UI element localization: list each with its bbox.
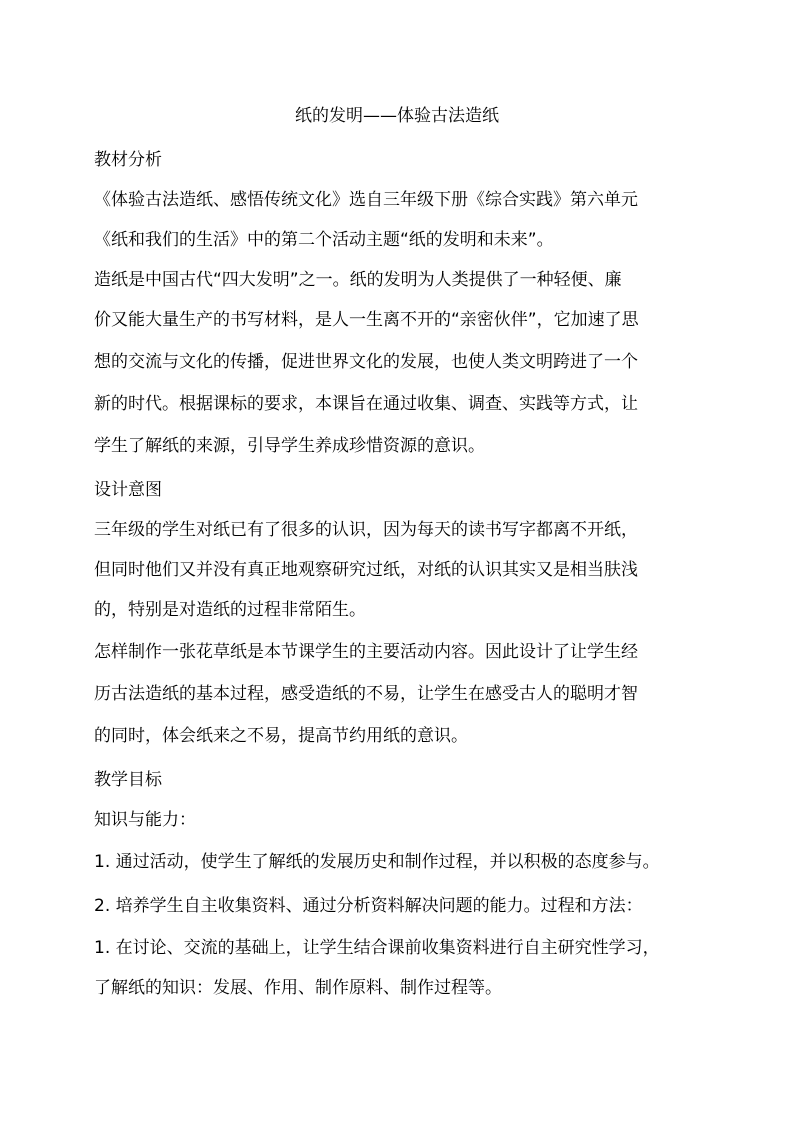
paragraph-line: 了解纸的知识：发展、作用、制作原料、制作过程等。 (94, 978, 502, 998)
paragraph-line: 的同时，体会纸来之不易，提高节约用纸的意识。 (94, 726, 468, 746)
paragraph-line: 想的交流与文化的传播，促进世界文化的发展，也使人类文明跨进了一个 (94, 352, 638, 372)
paragraph-line: 但同时他们又并没有真正地观察研究过纸，对纸的认识其实又是相当肤浅 (94, 560, 638, 580)
paragraph-line: 历古法造纸的基本过程，感受造纸的不易，让学生在感受古人的聪明才智 (94, 684, 638, 704)
heading-design-intent: 设计意图 (94, 480, 162, 500)
document-title: 纸的发明——体验古法造纸 (295, 106, 499, 126)
subheading-knowledge-ability: 知识与能力： (94, 810, 196, 830)
paragraph-line: 《纸和我们的生活》中的第二个活动主题“纸的发明和未来”。 (94, 230, 554, 250)
paragraph-line: 学生了解纸的来源，引导学生养成珍惜资源的意识。 (94, 436, 485, 456)
paragraph-line: 三年级的学生对纸已有了很多的认识，因为每天的读书写字都离不开纸， (94, 520, 638, 540)
numbered-item: 1. 通过活动，使学生了解纸的发展历史和制作过程，并以积极的态度参与。 (94, 852, 660, 872)
heading-teaching-goals: 教学目标 (94, 770, 162, 790)
paragraph-line: 新的时代。根据课标的要求，本课旨在通过收集、调查、实践等方式，让 (94, 394, 638, 414)
numbered-item: 2. 培养学生自主收集资料、通过分析资料解决问题的能力。过程和方法： (94, 896, 643, 916)
paragraph-line: 价又能大量生产的书写材料，是人一生离不开的“亲密伙伴”，它加速了思 (94, 310, 639, 330)
paragraph-line: 《体验古法造纸、感悟传统文化》选自三年级下册《综合实践》第六单元 (94, 190, 638, 210)
paragraph-line: 的，特别是对造纸的过程非常陌生。 (94, 600, 366, 620)
numbered-item: 1. 在讨论、交流的基础上，让学生结合课前收集资料进行自主研究性学习， (94, 938, 660, 958)
paragraph-line: 造纸是中国古代“四大发明”之一。纸的发明为人类提供了一种轻便、廉 (94, 270, 622, 290)
heading-textbook-analysis: 教材分析 (94, 150, 162, 170)
paragraph-line: 怎样制作一张花草纸是本节课学生的主要活动内容。因此设计了让学生经 (94, 642, 638, 662)
